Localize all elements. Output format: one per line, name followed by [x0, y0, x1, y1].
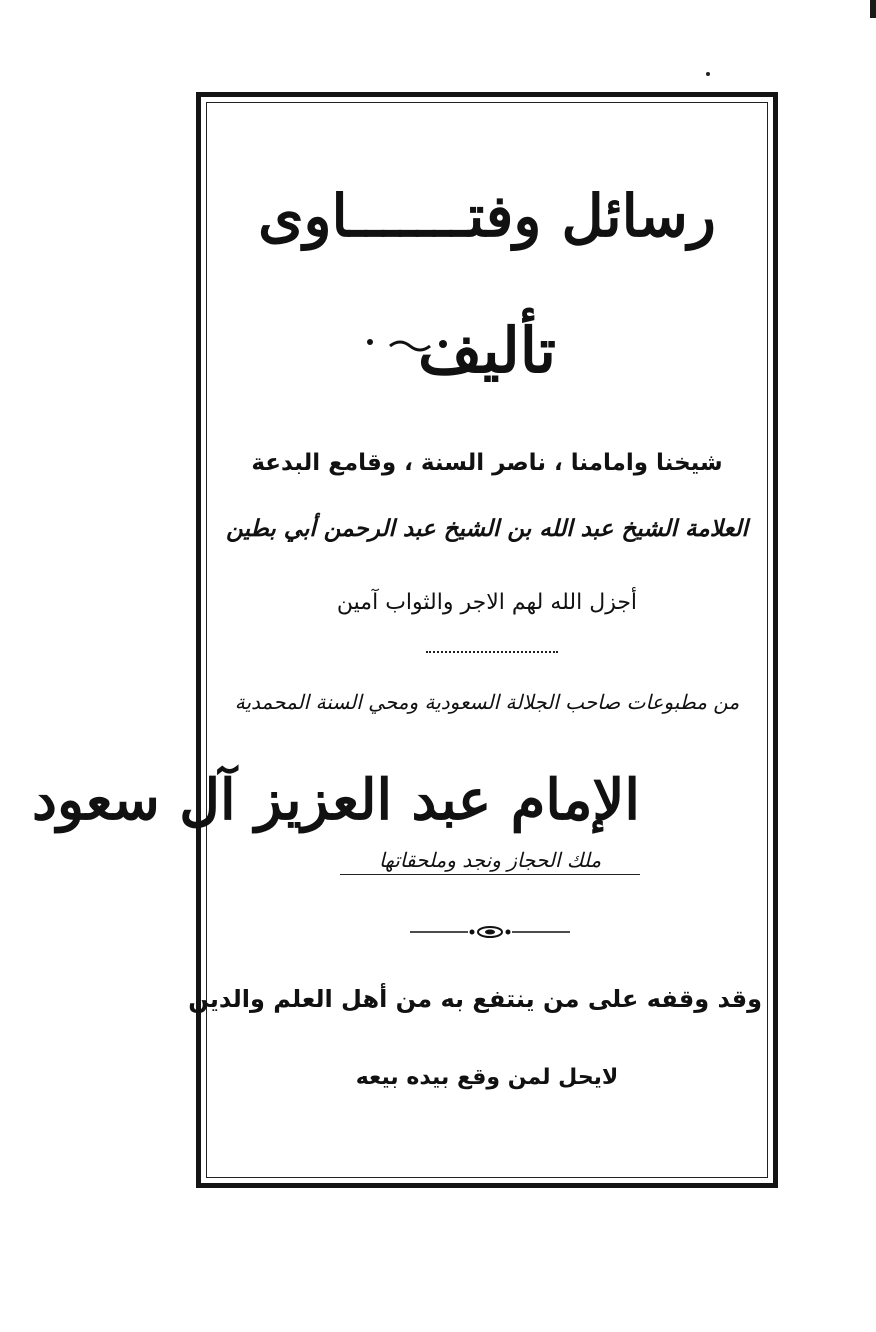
inner-border-frame: [32, 102, 768, 1178]
book-title: رسائل وفتـــــــاوى: [258, 182, 716, 250]
author-name: العلامة الشيخ عبد الله بن الشيخ عبد الرحمن أبي بطين: [226, 516, 748, 542]
ornament-rule-icon: [410, 922, 570, 942]
author-honorific: شيخنا وامامنا ، ناصر السنة ، وقامع البدعة: [251, 450, 723, 476]
author-byline: تأليف: [418, 314, 556, 387]
royal-seal-icon: [32, 760, 640, 890]
dotted-separator: [426, 651, 558, 653]
ink-speck: [706, 72, 710, 76]
seal-subtitle: ملك الحجاز ونجد وملحقاتها: [340, 848, 640, 875]
scan-edge-mark: [870, 0, 876, 18]
publisher-line: من مطبوعات صاحب الجلالة السعودية ومحي السنة المحمدية: [234, 690, 740, 714]
sale-prohibition-line: لايحل لمن وقع بيده بيعه: [355, 1065, 619, 1090]
prayer-line: أجزل الله لهم الاجر والثواب آمين: [336, 590, 638, 615]
endowment-line: وقد وقفه على من ينتفع به من أهل العلم والدين: [188, 985, 762, 1013]
seal-name: الإمام عبد العزيز آل سعود: [32, 767, 640, 833]
